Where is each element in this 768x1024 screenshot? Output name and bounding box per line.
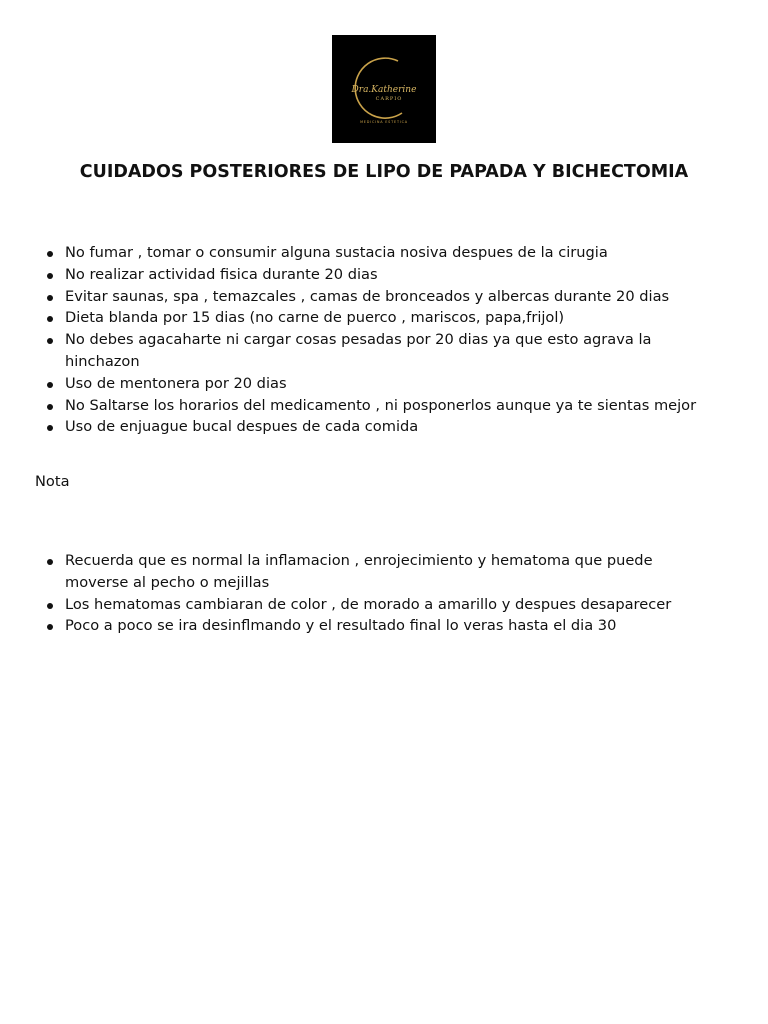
bullet-icon: [47, 338, 53, 344]
list-item: [0, 416, 768, 438]
list-item: [0, 286, 768, 308]
logo-emblem: [332, 35, 436, 143]
list-item-text: Evitar saunas, spa , temazcales , camas de bronceados y albercas durante 20 dias: [65, 287, 670, 305]
logo-tagline: MEDICINA ESTETICA: [360, 120, 408, 124]
list-item-text: Uso de mentonera por 20 dias: [65, 374, 287, 392]
list-item-text: No realizar actividad fisica durante 20 dias: [65, 265, 378, 283]
list-item: [0, 550, 768, 594]
list-item: [0, 594, 768, 616]
list-item-text: Uso de enjuague bucal despues de cada comida: [65, 418, 419, 436]
list-item: [0, 395, 768, 417]
nota-list: [0, 550, 768, 637]
list-item: [0, 615, 768, 637]
list-item-text: Poco a poco se ira desinflmando y el resultado final lo veras hasta el dia 30: [65, 617, 617, 635]
bullet-icon: [47, 559, 53, 565]
list-item: [0, 242, 768, 264]
list-item: [0, 373, 768, 395]
bullet-icon: [47, 273, 53, 279]
bullet-icon: [47, 404, 53, 410]
bullet-icon: [47, 382, 53, 388]
bullet-icon: [47, 603, 53, 609]
nota-label: Nota: [35, 473, 70, 490]
bullet-icon: [47, 251, 53, 257]
bullet-icon: [47, 624, 53, 630]
page-title: CUIDADOS POSTERIORES DE LIPO DE PAPADA Y BICHECTOMIA: [79, 162, 689, 182]
list-item: [0, 264, 768, 286]
bullet-icon: [47, 295, 53, 301]
list-item-text: No debes agacaharte ni cargar cosas pesadas por 20 dias ya que esto agrava la hinchazon: [65, 331, 652, 370]
list-item-text: No fumar , tomar o consumir alguna sustacia nosiva despues de la cirugia: [65, 244, 608, 261]
list-item-text: Recuerda que es normal la inflamacion , enrojecimiento y hematoma que puede moverse al pecho o mejillas: [65, 552, 653, 591]
logo-name-text: CARPIO: [375, 96, 403, 102]
list-item: [0, 307, 768, 329]
list-item: [0, 329, 768, 373]
list-item-text: Dieta blanda por 15 dias (no carne de puerco , mariscos, papa,frijol): [65, 309, 565, 327]
list-item-text: No Saltarse los horarios del medicamento , ni posponerlos aunque ya te sientas mejor: [65, 396, 697, 414]
bullet-icon: [47, 316, 53, 322]
clinic-logo: [332, 35, 436, 143]
bullet-icon: [47, 425, 53, 431]
logo-script-text: Dra.Katherine: [351, 85, 417, 95]
care-instructions-list: [0, 242, 768, 438]
list-item-text: Los hematomas cambiaran de color , de morado a amarillo y despues desaparecer: [65, 595, 672, 613]
